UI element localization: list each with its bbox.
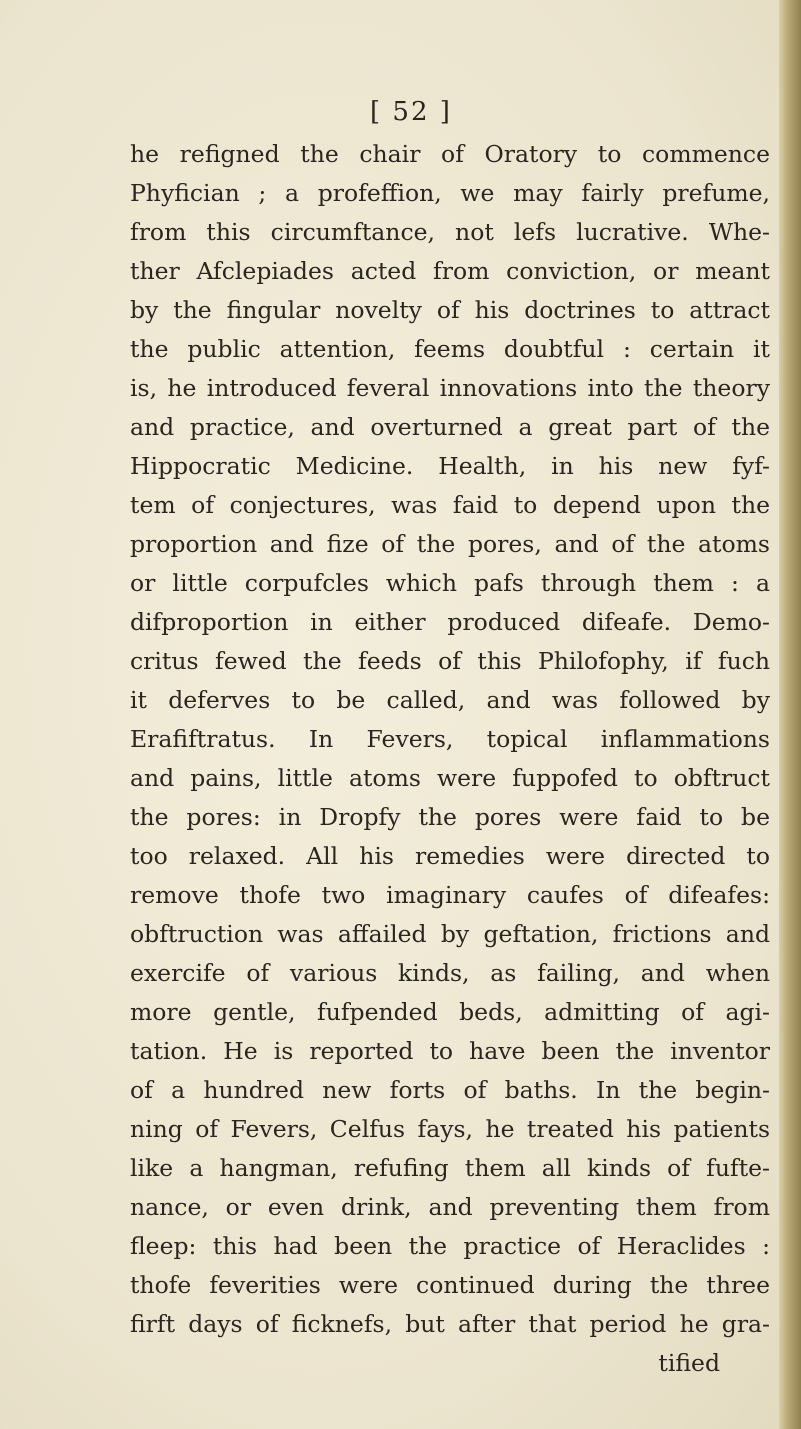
text-line: ning of Fevers, Celfus fays, he treated his patients (130, 1115, 770, 1143)
text-line: of a hundred new forts of baths. In the begin- (130, 1076, 770, 1104)
text-line: it deferves to be called, and was followed by (130, 686, 770, 714)
text-line: difproportion in either produced difeafe. Demo- (130, 608, 770, 636)
text-line: like a hangman, refufing them all kinds of fufte- (130, 1154, 770, 1182)
page-edge (779, 0, 801, 1429)
text-line: remove thofe two imaginary caufes of difeafes: (130, 881, 770, 909)
text-line: more gentle, fufpended beds, admitting of agi- (130, 998, 770, 1026)
text-line: and practice, and overturned a great part of the (130, 413, 770, 441)
text-line: tem of conjectures, was faid to depend upon the (130, 491, 770, 519)
text-line: by the fingular novelty of his doctrines to attract (130, 296, 770, 324)
text-line: Hippocratic Medicine. Health, in his new fyf- (130, 452, 770, 480)
text-line: too relaxed. All his remedies were directed to (130, 842, 770, 870)
page-number-header: [ 52 ] (370, 97, 452, 127)
catchword: tified (658, 1349, 720, 1377)
text-line: firft days of ficknefs, but after that period he gra- (130, 1310, 770, 1338)
text-line: thofe feverities were continued during the three (130, 1271, 770, 1299)
text-line: the pores: in Dropfy the pores were faid to be (130, 803, 770, 831)
text-line: Erafiftratus. In Fevers, topical inflammations (130, 725, 770, 753)
text-line: obftruction was affailed by geftation, frictions and (130, 920, 770, 948)
text-line: or little corpufcles which pafs through them : a (130, 569, 770, 597)
body-text (130, 135, 770, 1383)
text-line: nance, or even drink, and preventing them from (130, 1193, 770, 1221)
text-line: is, he introduced feveral innovations into the theory (130, 374, 770, 402)
text-line: tation. He is reported to have been the inventor (130, 1037, 770, 1065)
text-line: exercife of various kinds, as failing, and when (130, 959, 770, 987)
text-line: proportion and fize of the pores, and of the atoms (130, 530, 770, 558)
text-line: fleep: this had been the practice of Heraclides : (130, 1232, 770, 1260)
text-line: the public attention, feems doubtful : certain it (130, 335, 770, 363)
text-line: ther Afclepiades acted from conviction, or meant (130, 257, 770, 285)
text-line: he refigned the chair of Oratory to commence (130, 140, 770, 168)
text-line: Phyfician ; a profeffion, we may fairly prefume, (130, 179, 770, 207)
text-line: and pains, little atoms were fuppofed to obftruct (130, 764, 770, 792)
text-line: critus fewed the feeds of this Philofophy, if fuch (130, 647, 770, 675)
text-line: from this circumftance, not lefs lucrative. Whe- (130, 218, 770, 246)
